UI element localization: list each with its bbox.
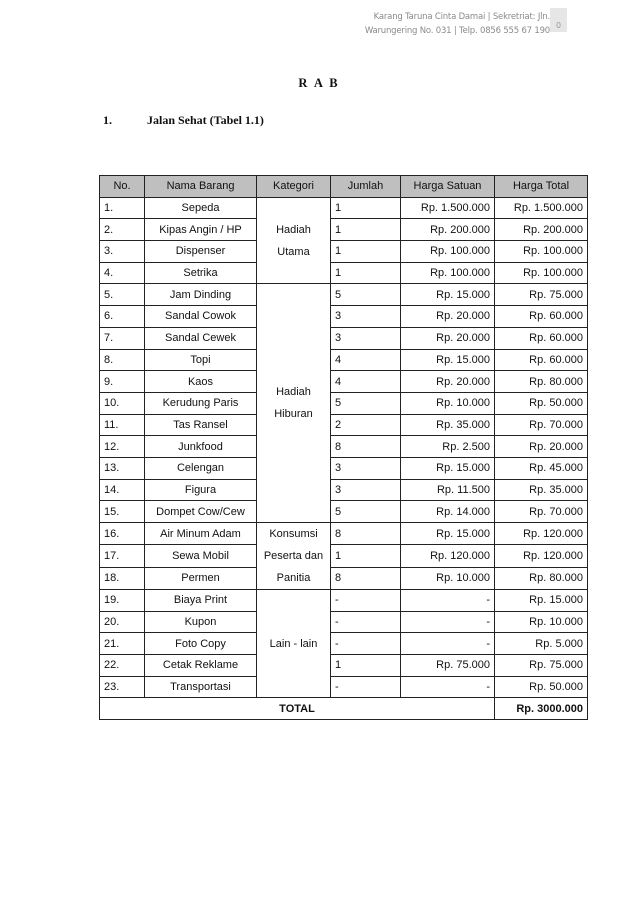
cell-harga-total: Rp. 45.000 [495,457,588,479]
col-header-nama: Nama Barang [145,176,257,198]
cell-nama: Sewa Mobil [145,545,257,567]
cell-harga-total: Rp. 60.000 [495,327,588,349]
cell-harga-total: Rp. 70.000 [495,501,588,523]
table-row [100,501,588,523]
table-row [100,349,588,371]
table-row [100,436,588,458]
cell-harga-total: Rp. 80.000 [495,371,588,393]
cell-harga-total: Rp. 15.000 [495,590,588,612]
cell-no: 23. [100,676,145,698]
cell-no: 8. [100,349,145,371]
section-title: Jalan Sehat (Tabel 1.1) [147,113,264,127]
cell-harga-satuan: Rp. 35.000 [401,414,495,436]
cell-kategori-utama: Hadiah Utama [257,197,331,284]
cell-jumlah: 4 [331,349,401,371]
table-row [100,262,588,284]
cell-harga-satuan: - [401,633,495,655]
document-title: R A B [298,76,340,90]
cell-nama: Permen [145,567,257,589]
cell-no: 7. [100,327,145,349]
cell-jumlah: 5 [331,392,401,414]
cell-harga-total: Rp. 120.000 [495,545,588,567]
cell-kategori-hiburan: Hadiah Hiburan [257,284,331,523]
table-row [100,676,588,698]
cell-harga-satuan: - [401,611,495,633]
cell-harga-total: Rp. 80.000 [495,567,588,589]
cell-jumlah: - [331,633,401,655]
cell-jumlah: 1 [331,219,401,241]
cell-nama: Sandal Cowok [145,306,257,328]
cell-harga-total: Rp. 75.000 [495,284,588,306]
cell-nama: Kupon [145,611,257,633]
table-row [100,545,588,567]
cell-nama: Dispenser [145,241,257,263]
col-header-harga-total: Harga Total [495,176,588,198]
cell-harga-satuan: Rp. 2.500 [401,436,495,458]
cell-nama: Tas Ransel [145,414,257,436]
cell-jumlah: 4 [331,371,401,393]
cell-nama: Sandal Cewek [145,327,257,349]
cell-nama: Air Minum Adam [145,523,257,545]
table-total-row [100,698,588,720]
cell-no: 12. [100,436,145,458]
page-header [330,10,550,38]
cell-no: 16. [100,523,145,545]
table-row [100,241,588,263]
cell-jumlah: 3 [331,306,401,328]
cell-harga-satuan: Rp. 14.000 [401,501,495,523]
cell-jumlah: 1 [331,655,401,677]
cell-harga-total: Rp. 10.000 [495,611,588,633]
cell-harga-satuan: Rp. 10.000 [401,567,495,589]
cell-harga-total: Rp. 20.000 [495,436,588,458]
table-row [100,523,588,545]
cell-nama: Biaya Print [145,590,257,612]
cell-jumlah: 1 [331,241,401,263]
cell-no: 21. [100,633,145,655]
table-row [100,655,588,677]
cell-jumlah: 5 [331,284,401,306]
cell-nama: Cetak Reklame [145,655,257,677]
cell-no: 20. [100,611,145,633]
cell-jumlah: 3 [331,327,401,349]
cell-harga-total: Rp. 120.000 [495,523,588,545]
cell-jumlah: 8 [331,436,401,458]
cell-no: 4. [100,262,145,284]
cell-jumlah: - [331,590,401,612]
cell-jumlah: 5 [331,501,401,523]
cell-jumlah: 3 [331,457,401,479]
cell-nama: Topi [145,349,257,371]
cell-harga-satuan: Rp. 15.000 [401,284,495,306]
cell-harga-satuan: Rp. 100.000 [401,262,495,284]
cell-no: 3. [100,241,145,263]
table-row [100,197,588,219]
cell-no: 11. [100,414,145,436]
cell-harga-satuan: Rp. 10.000 [401,392,495,414]
cell-harga-satuan: Rp. 15.000 [401,523,495,545]
rab-table [99,175,588,720]
cell-no: 19. [100,590,145,612]
cell-no: 6. [100,306,145,328]
cell-harga-total: Rp. 100.000 [495,241,588,263]
cell-no: 9. [100,371,145,393]
total-value: Rp. 3000.000 [495,698,588,720]
cell-harga-satuan: Rp. 15.000 [401,457,495,479]
cell-jumlah: - [331,611,401,633]
cell-harga-satuan: Rp. 20.000 [401,306,495,328]
cell-harga-satuan: - [401,590,495,612]
cell-nama: Dompet Cow/Cew [145,501,257,523]
cell-jumlah: - [331,676,401,698]
table-row [100,414,588,436]
cell-harga-total: Rp. 50.000 [495,392,588,414]
cell-no: 15. [100,501,145,523]
cell-harga-total: Rp. 60.000 [495,306,588,328]
cell-jumlah: 3 [331,479,401,501]
cell-nama: Kipas Angin / HP [145,219,257,241]
cell-nama: Figura [145,479,257,501]
table-header-row [100,176,588,198]
table-row [100,590,588,612]
page-number-tab: 0 [550,8,567,32]
col-header-jumlah: Jumlah [331,176,401,198]
cell-harga-total: Rp. 60.000 [495,349,588,371]
table-row [100,567,588,589]
cell-kategori-konsumsi: Konsumsi Peserta dan Panitia [257,523,331,590]
table-row [100,306,588,328]
table-row [100,219,588,241]
cell-jumlah: 1 [331,262,401,284]
table-row [100,479,588,501]
cell-harga-total: Rp. 5.000 [495,633,588,655]
table-row [100,392,588,414]
section-number: 1. [103,113,112,127]
cell-jumlah: 1 [331,545,401,567]
cell-no: 17. [100,545,145,567]
col-header-no: No. [100,176,145,198]
cell-harga-total: Rp. 70.000 [495,414,588,436]
header-line-2: Warungering No. 031 | Telp. 0856 555 67 190 [364,26,550,36]
table-row [100,457,588,479]
cell-harga-satuan: Rp. 20.000 [401,327,495,349]
cell-nama: Transportasi [145,676,257,698]
table-row [100,611,588,633]
cell-harga-satuan: Rp. 100.000 [401,241,495,263]
cell-nama: Junkfood [145,436,257,458]
cell-nama: Celengan [145,457,257,479]
cell-jumlah: 8 [331,523,401,545]
table-row [100,633,588,655]
cell-jumlah: 2 [331,414,401,436]
cell-no: 13. [100,457,145,479]
cell-harga-satuan: - [401,676,495,698]
cell-nama: Setrika [145,262,257,284]
cell-jumlah: 8 [331,567,401,589]
cell-no: 18. [100,567,145,589]
total-label: TOTAL [100,698,495,720]
col-header-kategori: Kategori [257,176,331,198]
cell-nama: Kerudung Paris [145,392,257,414]
cell-harga-satuan: Rp. 20.000 [401,371,495,393]
cell-nama: Jam Dinding [145,284,257,306]
cell-harga-satuan: Rp. 15.000 [401,349,495,371]
cell-no: 1. [100,197,145,219]
cell-harga-total: Rp. 35.000 [495,479,588,501]
cell-kategori-lain: Lain - lain [257,590,331,698]
cell-harga-total: Rp. 200.000 [495,219,588,241]
cell-no: 14. [100,479,145,501]
cell-no: 22. [100,655,145,677]
cell-harga-satuan: Rp. 11.500 [401,479,495,501]
col-header-harga-satuan: Harga Satuan [401,176,495,198]
cell-no: 5. [100,284,145,306]
cell-harga-total: Rp. 50.000 [495,676,588,698]
header-line-1: Karang Taruna Cinta Damai | Sekretriat: Jln. [373,12,550,22]
cell-harga-satuan: Rp. 75.000 [401,655,495,677]
cell-jumlah: 1 [331,197,401,219]
table-row [100,284,588,306]
cell-nama: Foto Copy [145,633,257,655]
table-row [100,371,588,393]
cell-harga-total: Rp. 100.000 [495,262,588,284]
cell-harga-satuan: Rp. 200.000 [401,219,495,241]
cell-harga-satuan: Rp. 1.500.000 [401,197,495,219]
cell-no: 2. [100,219,145,241]
table-row [100,327,588,349]
cell-nama: Sepeda [145,197,257,219]
cell-nama: Kaos [145,371,257,393]
cell-no: 10. [100,392,145,414]
cell-harga-satuan: Rp. 120.000 [401,545,495,567]
cell-harga-total: Rp. 75.000 [495,655,588,677]
cell-harga-total: Rp. 1.500.000 [495,197,588,219]
